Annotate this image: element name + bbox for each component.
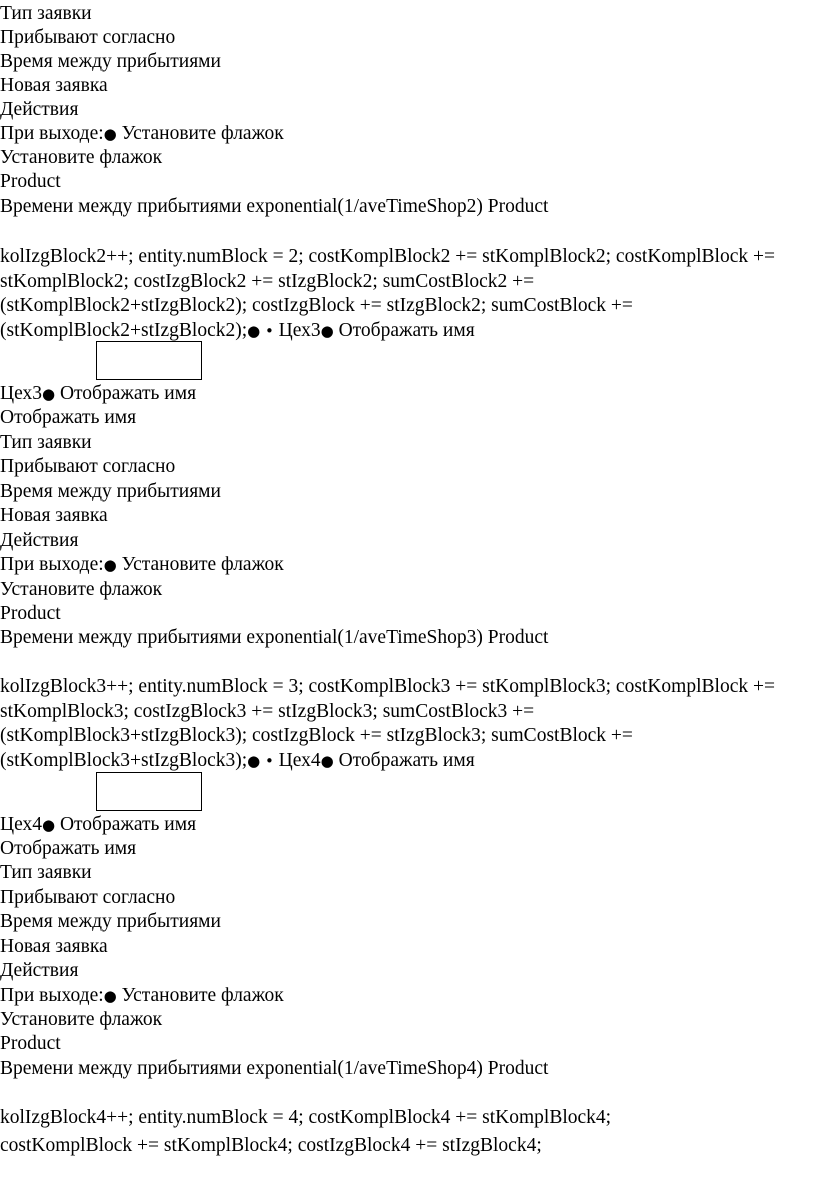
arrive-label-3: Прибывают согласно xyxy=(0,887,176,908)
name-input-box-1[interactable] xyxy=(96,341,202,380)
interarrival-label-2: Время между прибытиями xyxy=(0,481,221,502)
code-line-3b: costKomplBlock += stKomplBlock4; costIzgBlock4 += stIzgBlock4; xyxy=(0,1135,542,1156)
product-label-3: Product xyxy=(0,1033,61,1054)
on-exit-label: При выходе: xyxy=(0,123,104,144)
set-flag-line-2: Установите флажок xyxy=(0,579,163,600)
set-flag-line-1: Установите флажок xyxy=(0,147,163,168)
on-exit-line-3 xyxy=(0,984,284,1008)
on-exit-label: При выходе: xyxy=(0,554,104,575)
shop-header-4 xyxy=(0,813,196,837)
interarrival-label-3: Время между прибытиями xyxy=(0,911,221,932)
actions-label-3: Действия xyxy=(0,960,79,981)
next-shop-label: Цех4 xyxy=(278,749,321,771)
show-name-label: Отображать имя xyxy=(338,749,475,771)
shop-name: Цех4 xyxy=(0,814,42,835)
type-label-1: Тип заявки xyxy=(0,3,92,24)
code-text: kolIzgBlock3++; entity.numBlock = 3; costKomplBlock3 += stKomplBlock3; costKomplBlock += stKomplBlock3; costIzgBlock3 += stIzgBlock3; sumCostBlock3 += (stKomplBlock3+stIzgBlock3); costIzgBlock += stIzgBlock3; sumCostBlock += (stKomplBlock3+stIzgBlock3); xyxy=(0,676,775,771)
product-label-2: Product xyxy=(0,603,61,624)
bullet-icon: ● • xyxy=(247,321,279,340)
set-flag-line-3: Установите флажок xyxy=(0,1009,163,1030)
set-flag-label: Установите флажок xyxy=(121,985,284,1006)
bullet-icon: ● • xyxy=(247,751,279,770)
name-input-box-2[interactable] xyxy=(96,772,202,811)
time-between-line-2: Времени между прибытиями exponential(1/aveTimeShop3) Product xyxy=(0,627,549,648)
show-name-line-3: Отображать имя xyxy=(0,407,137,428)
bullet-icon: ● xyxy=(103,987,117,1005)
show-name-line-4: Отображать имя xyxy=(0,838,137,859)
bullet-icon: ● xyxy=(41,816,56,834)
type-label-3: Тип заявки xyxy=(0,862,92,883)
show-name-label: Отображать имя xyxy=(338,319,475,341)
set-flag-label: Установите флажок xyxy=(121,123,284,144)
code-text: kolIzgBlock2++; entity.numBlock = 2; costKomplBlock2 += stKomplBlock2; costKomplBlock += stKomplBlock2; costIzgBlock2 += stIzgBlock2; sumCostBlock2 += (stKomplBlock2+stIzgBlock2); costIzgBlock += stIzgBlock2; sumCostBlock += (stKomplBlock2+stIzgBlock2); xyxy=(0,246,775,341)
time-between-line-1: Времени между прибытиями exponential(1/aveTimeShop2) Product xyxy=(0,196,549,217)
new-request-label-2: Новая заявка xyxy=(0,505,108,526)
actions-label-1: Действия xyxy=(0,99,79,120)
product-label-1: Product xyxy=(0,171,61,192)
show-name-label: Отображать имя xyxy=(59,814,197,835)
code-paragraph-1 xyxy=(0,245,780,343)
shop-name: Цех3 xyxy=(0,383,42,404)
set-flag-label: Установите флажок xyxy=(121,554,284,575)
bullet-icon: ● xyxy=(103,556,117,574)
bullet-icon: ● xyxy=(320,321,334,340)
code-paragraph-2 xyxy=(0,675,780,773)
on-exit-line-1 xyxy=(0,122,284,146)
on-exit-label: При выходе: xyxy=(0,985,104,1006)
actions-label-2: Действия xyxy=(0,530,79,551)
new-request-label-3: Новая заявка xyxy=(0,936,108,957)
bullet-icon: ● xyxy=(103,125,117,143)
arrive-label-1: Прибывают согласно xyxy=(0,27,176,48)
show-name-label: Отображать имя xyxy=(59,383,197,404)
on-exit-line-2 xyxy=(0,553,284,577)
arrive-label-2: Прибывают согласно xyxy=(0,456,176,477)
bullet-icon: ● xyxy=(41,385,56,403)
interarrival-label-1: Время между прибытиями xyxy=(0,51,221,72)
shop-header-3 xyxy=(0,382,196,406)
new-request-label-1: Новая заявка xyxy=(0,75,108,96)
next-shop-label: Цех3 xyxy=(278,319,321,341)
code-line-3a: kolIzgBlock4++; entity.numBlock = 4; costKomplBlock4 += stKomplBlock4; xyxy=(0,1107,612,1128)
type-label-2: Тип заявки xyxy=(0,432,92,453)
time-between-line-3: Времени между прибытиями exponential(1/aveTimeShop4) Product xyxy=(0,1058,549,1079)
bullet-icon: ● xyxy=(320,751,334,770)
